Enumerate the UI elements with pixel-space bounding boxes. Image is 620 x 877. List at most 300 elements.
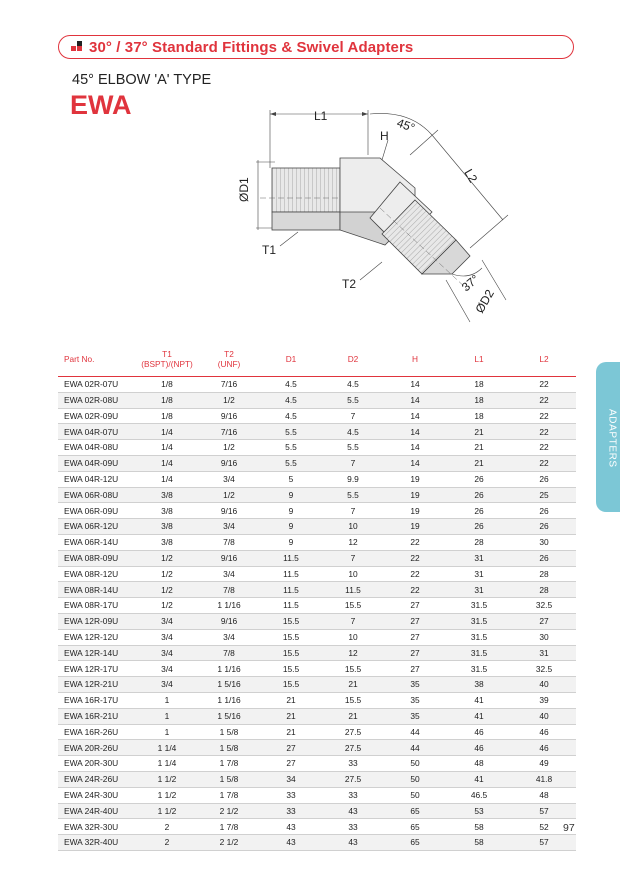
table-cell: 5.5 [260, 455, 322, 471]
table-cell: 1 7/8 [198, 787, 260, 803]
column-header [260, 344, 322, 377]
label-t2: T2 [342, 277, 357, 291]
table-row [58, 455, 576, 471]
table-cell: 1/4 [136, 471, 198, 487]
table-cell: 4.5 [322, 424, 384, 440]
table-cell: 9 [260, 519, 322, 535]
table-cell: 14 [384, 424, 446, 440]
part-number-cell: EWA 08R-12U [58, 566, 136, 582]
table-cell: 28 [512, 566, 576, 582]
table-cell: 34 [260, 771, 322, 787]
product-model: EWA [70, 90, 132, 120]
table-cell: 9.9 [322, 471, 384, 487]
table-cell: 22 [384, 582, 446, 598]
table-cell: 31 [446, 566, 512, 582]
table-cell: 7/8 [198, 534, 260, 550]
table-cell: 1 1/16 [198, 598, 260, 614]
part-number-cell: EWA 08R-17U [58, 598, 136, 614]
table-cell: 15.5 [260, 629, 322, 645]
table-cell: 48 [512, 787, 576, 803]
table-cell: 1 7/8 [198, 819, 260, 835]
table-cell: 26 [446, 471, 512, 487]
table-cell: 57 [512, 803, 576, 819]
table-cell: 27 [384, 598, 446, 614]
table-cell: 33 [260, 803, 322, 819]
table-cell: 3/4 [136, 661, 198, 677]
table-row [58, 519, 576, 535]
part-number-cell: EWA 02R-08U [58, 392, 136, 408]
table-cell: 9 [260, 534, 322, 550]
table-cell: 1 [136, 708, 198, 724]
part-number-cell: EWA 24R-26U [58, 771, 136, 787]
table-row [58, 598, 576, 614]
column-header-label: D1 [285, 354, 297, 365]
table-row [58, 582, 576, 598]
table-cell: 9/16 [198, 613, 260, 629]
column-header-unit: (UNF) [217, 359, 241, 369]
table-cell: 7 [322, 408, 384, 424]
part-number-cell: EWA 04R-09U [58, 455, 136, 471]
table-cell: 1/2 [198, 487, 260, 503]
table-cell: 18 [446, 392, 512, 408]
table-cell: 10 [322, 566, 384, 582]
table-cell: 19 [384, 471, 446, 487]
table-cell: 7/8 [198, 582, 260, 598]
part-number-cell: EWA 24R-40U [58, 803, 136, 819]
table-cell: 27 [260, 756, 322, 772]
table-cell: 4.5 [260, 377, 322, 393]
table-row [58, 392, 576, 408]
table-cell: 15.5 [322, 661, 384, 677]
part-number-cell: EWA 02R-07U [58, 377, 136, 393]
table-body [58, 377, 576, 851]
table-cell: 2 [136, 819, 198, 835]
table-cell: 7 [322, 503, 384, 519]
table-cell: 22 [384, 550, 446, 566]
column-header-label: Part No. [64, 354, 95, 365]
table-cell: 32.5 [512, 598, 576, 614]
table-cell: 15.5 [260, 613, 322, 629]
part-number-cell: EWA 20R-30U [58, 756, 136, 772]
table-cell: 11.5 [260, 550, 322, 566]
table-cell: 41 [446, 708, 512, 724]
table-cell: 21 [446, 455, 512, 471]
table-cell: 18 [446, 408, 512, 424]
table-cell: 5.5 [260, 440, 322, 456]
table-cell: 1 1/16 [198, 692, 260, 708]
table-cell: 39 [512, 692, 576, 708]
column-header [322, 344, 384, 377]
label-t1: T1 [262, 243, 277, 257]
label-h: H [380, 129, 389, 143]
table-cell: 22 [512, 377, 576, 393]
table-cell: 1/2 [198, 392, 260, 408]
table-cell: 21 [260, 708, 322, 724]
table-cell: 3/8 [136, 534, 198, 550]
table-cell: 9 [260, 487, 322, 503]
table-cell: 5.5 [322, 392, 384, 408]
table-cell: 14 [384, 377, 446, 393]
table-cell: 19 [384, 487, 446, 503]
table-cell: 65 [384, 819, 446, 835]
table-cell: 28 [512, 582, 576, 598]
table-row [58, 645, 576, 661]
table-cell: 35 [384, 692, 446, 708]
table-cell: 43 [260, 819, 322, 835]
table-cell: 12 [322, 645, 384, 661]
table-cell: 26 [512, 519, 576, 535]
table-cell: 21 [322, 677, 384, 693]
table-cell: 46 [512, 740, 576, 756]
table-row [58, 803, 576, 819]
table-cell: 1 1/4 [136, 756, 198, 772]
table-cell: 22 [512, 392, 576, 408]
table-cell: 43 [322, 803, 384, 819]
fitting-diagram [220, 100, 520, 330]
table-cell: 41.8 [512, 771, 576, 787]
table-cell: 33 [322, 787, 384, 803]
label-angle-37: 37° [458, 271, 482, 295]
table-cell: 5.5 [260, 424, 322, 440]
table-cell: 52 [512, 819, 576, 835]
part-number-cell: EWA 04R-08U [58, 440, 136, 456]
table-row [58, 677, 576, 693]
table-row [58, 819, 576, 835]
table-cell: 1 5/16 [198, 677, 260, 693]
table-cell: 31.5 [446, 661, 512, 677]
table-cell: 3/4 [136, 613, 198, 629]
table-cell: 58 [446, 835, 512, 851]
label-d1: ØD1 [237, 177, 251, 202]
table-cell: 22 [512, 424, 576, 440]
table-cell: 27 [384, 613, 446, 629]
table-cell: 21 [322, 708, 384, 724]
table-row [58, 471, 576, 487]
table-cell: 4.5 [322, 377, 384, 393]
table-cell: 7 [322, 455, 384, 471]
table-row [58, 708, 576, 724]
column-header-label: D2 [347, 354, 359, 365]
table-cell: 5.5 [322, 440, 384, 456]
label-l1: L1 [314, 109, 328, 123]
table-cell: 33 [322, 819, 384, 835]
table-cell: 3/4 [198, 629, 260, 645]
table-cell: 26 [446, 487, 512, 503]
table-cell: 1/2 [136, 582, 198, 598]
table-cell: 10 [322, 519, 384, 535]
table-cell: 50 [384, 771, 446, 787]
table-cell: 26 [446, 519, 512, 535]
part-number-cell: EWA 16R-21U [58, 708, 136, 724]
column-header-label: L1 [474, 354, 484, 365]
table-row [58, 566, 576, 582]
table-cell: 3/4 [198, 471, 260, 487]
table-cell: 3/4 [198, 566, 260, 582]
table-cell: 21 [446, 440, 512, 456]
product-subtitle: 45° ELBOW 'A' TYPE [72, 72, 212, 88]
table-cell: 1 1/2 [136, 771, 198, 787]
table-cell: 9 [260, 503, 322, 519]
table-row [58, 661, 576, 677]
table-row [58, 408, 576, 424]
table-cell: 46 [512, 724, 576, 740]
table-cell: 1 1/16 [198, 661, 260, 677]
table-cell: 5.5 [322, 487, 384, 503]
table-cell: 30 [512, 629, 576, 645]
table-cell: 27.5 [322, 740, 384, 756]
table-cell: 15.5 [322, 598, 384, 614]
table-cell: 43 [260, 835, 322, 851]
table-cell: 3/8 [136, 487, 198, 503]
part-number-cell: EWA 32R-30U [58, 819, 136, 835]
table-cell: 21 [260, 724, 322, 740]
part-number-cell: EWA 16R-17U [58, 692, 136, 708]
table-cell: 10 [322, 629, 384, 645]
section-tab-label: ADAPTERS [606, 408, 618, 468]
table-cell: 26 [446, 503, 512, 519]
part-number-cell: EWA 12R-09U [58, 613, 136, 629]
table-cell: 18 [446, 377, 512, 393]
table-cell: 15.5 [260, 677, 322, 693]
table-cell: 1 1/2 [136, 803, 198, 819]
table-cell: 46.5 [446, 787, 512, 803]
table-cell: 65 [384, 803, 446, 819]
table-cell: 7/8 [198, 645, 260, 661]
squares-icon [71, 41, 83, 53]
part-number-cell: EWA 08R-09U [58, 550, 136, 566]
table-cell: 9/16 [198, 455, 260, 471]
table-row [58, 692, 576, 708]
table-cell: 1/4 [136, 455, 198, 471]
table-cell: 31.5 [446, 629, 512, 645]
table-cell: 32.5 [512, 661, 576, 677]
table-row [58, 629, 576, 645]
section-header [58, 35, 574, 59]
table-cell: 26 [512, 503, 576, 519]
table-cell: 5 [260, 471, 322, 487]
table-row [58, 771, 576, 787]
table-cell: 43 [322, 835, 384, 851]
table-cell: 3/4 [136, 677, 198, 693]
table-cell: 1 5/16 [198, 708, 260, 724]
table-cell: 27 [384, 629, 446, 645]
table-cell: 41 [446, 771, 512, 787]
part-number-cell: EWA 08R-14U [58, 582, 136, 598]
table-cell: 4.5 [260, 392, 322, 408]
table-cell: 1/8 [136, 408, 198, 424]
table-cell: 31.5 [446, 598, 512, 614]
table-cell: 41 [446, 692, 512, 708]
part-number-cell: EWA 12R-12U [58, 629, 136, 645]
spec-table [58, 344, 576, 851]
table-row [58, 756, 576, 772]
table-cell: 44 [384, 724, 446, 740]
table-cell: 2 [136, 835, 198, 851]
table-cell: 22 [512, 440, 576, 456]
table-cell: 28 [446, 534, 512, 550]
table-row [58, 424, 576, 440]
table-cell: 1/8 [136, 377, 198, 393]
table-cell: 21 [260, 692, 322, 708]
table-cell: 1/2 [136, 550, 198, 566]
table-cell: 27.5 [322, 771, 384, 787]
table-cell: 57 [512, 835, 576, 851]
table-cell: 1 [136, 692, 198, 708]
table-cell: 31 [446, 582, 512, 598]
page-number: 97 [563, 822, 575, 834]
table-cell: 7/16 [198, 377, 260, 393]
table-cell: 7/16 [198, 424, 260, 440]
table-cell: 40 [512, 677, 576, 693]
part-number-cell: EWA 06R-09U [58, 503, 136, 519]
table-cell: 44 [384, 740, 446, 756]
table-row [58, 440, 576, 456]
table-cell: 3/4 [198, 519, 260, 535]
table-cell: 11.5 [322, 582, 384, 598]
table-cell: 48 [446, 756, 512, 772]
column-header [136, 344, 198, 377]
table-cell: 46 [446, 740, 512, 756]
table-cell: 11.5 [260, 598, 322, 614]
table-cell: 21 [446, 424, 512, 440]
column-header [384, 344, 446, 377]
table-cell: 1 7/8 [198, 756, 260, 772]
table-row [58, 503, 576, 519]
column-header-label: T1 [162, 349, 172, 360]
table-cell: 1 1/2 [136, 787, 198, 803]
table-cell: 49 [512, 756, 576, 772]
column-header-label: L2 [539, 354, 549, 365]
table-cell: 31.5 [446, 645, 512, 661]
part-number-cell: EWA 06R-08U [58, 487, 136, 503]
table-cell: 11.5 [260, 566, 322, 582]
table-cell: 14 [384, 455, 446, 471]
table-cell: 50 [384, 756, 446, 772]
table-cell: 15.5 [260, 645, 322, 661]
part-number-cell: EWA 16R-26U [58, 724, 136, 740]
table-cell: 27 [384, 645, 446, 661]
table-row [58, 787, 576, 803]
table-header-row [58, 344, 576, 377]
table-cell: 7 [322, 613, 384, 629]
table-cell: 27.5 [322, 724, 384, 740]
table-row [58, 487, 576, 503]
part-number-cell: EWA 04R-12U [58, 471, 136, 487]
table-cell: 35 [384, 677, 446, 693]
table-cell: 22 [512, 455, 576, 471]
table-row [58, 534, 576, 550]
part-number-cell: EWA 06R-14U [58, 534, 136, 550]
table-cell: 15.5 [260, 661, 322, 677]
table-cell: 27 [512, 613, 576, 629]
table-row [58, 613, 576, 629]
table-cell: 22 [512, 408, 576, 424]
table-cell: 33 [322, 756, 384, 772]
column-header [198, 344, 260, 377]
table-row [58, 377, 576, 393]
table-cell: 26 [512, 471, 576, 487]
part-number-cell: EWA 12R-21U [58, 677, 136, 693]
column-header-label: H [412, 354, 418, 365]
table-cell: 1 5/8 [198, 724, 260, 740]
table-cell: 25 [512, 487, 576, 503]
part-number-cell: EWA 02R-09U [58, 408, 136, 424]
table-cell: 31 [446, 550, 512, 566]
column-header [58, 344, 136, 377]
table-cell: 26 [512, 550, 576, 566]
table-cell: 3/4 [136, 645, 198, 661]
table-cell: 14 [384, 408, 446, 424]
table-cell: 22 [384, 566, 446, 582]
table-cell: 38 [446, 677, 512, 693]
table-cell: 53 [446, 803, 512, 819]
table-cell: 1/2 [136, 598, 198, 614]
table-cell: 7 [322, 550, 384, 566]
table-cell: 19 [384, 519, 446, 535]
part-number-cell: EWA 04R-07U [58, 424, 136, 440]
table-cell: 22 [384, 534, 446, 550]
table-row [58, 835, 576, 851]
table-cell: 1 5/8 [198, 771, 260, 787]
table-cell: 3/8 [136, 519, 198, 535]
table-cell: 14 [384, 440, 446, 456]
table-cell: 2 1/2 [198, 803, 260, 819]
table-cell: 27 [260, 740, 322, 756]
column-header-unit: (BSPT)/(NPT) [141, 359, 193, 369]
section-title: 30° / 37° Standard Fittings & Swivel Adapters [89, 38, 414, 56]
table-cell: 31 [512, 645, 576, 661]
part-number-cell: EWA 12R-14U [58, 645, 136, 661]
label-d2: ØD2 [472, 287, 497, 316]
table-cell: 1/2 [198, 440, 260, 456]
table-cell: 58 [446, 819, 512, 835]
table-cell: 33 [260, 787, 322, 803]
table-row [58, 724, 576, 740]
table-cell: 4.5 [260, 408, 322, 424]
part-number-cell: EWA 06R-12U [58, 519, 136, 535]
table-row [58, 740, 576, 756]
table-cell: 14 [384, 392, 446, 408]
column-header [446, 344, 512, 377]
table-cell: 9/16 [198, 408, 260, 424]
table-cell: 1/4 [136, 424, 198, 440]
table-cell: 3/4 [136, 629, 198, 645]
table-row [58, 550, 576, 566]
table-cell: 50 [384, 787, 446, 803]
column-header [512, 344, 576, 377]
table-cell: 9/16 [198, 503, 260, 519]
part-number-cell: EWA 32R-40U [58, 835, 136, 851]
table-cell: 1/2 [136, 566, 198, 582]
table-cell: 9/16 [198, 550, 260, 566]
table-cell: 1/4 [136, 440, 198, 456]
table-cell: 19 [384, 503, 446, 519]
part-number-cell: EWA 24R-30U [58, 787, 136, 803]
table-cell: 1/8 [136, 392, 198, 408]
table-cell: 35 [384, 708, 446, 724]
table-cell: 46 [446, 724, 512, 740]
table-cell: 1 1/4 [136, 740, 198, 756]
table-cell: 2 1/2 [198, 835, 260, 851]
table-cell: 30 [512, 534, 576, 550]
table-cell: 12 [322, 534, 384, 550]
table-cell: 1 [136, 724, 198, 740]
table-cell: 11.5 [260, 582, 322, 598]
table-cell: 40 [512, 708, 576, 724]
table-cell: 1 5/8 [198, 740, 260, 756]
label-angle-45: 45° [394, 115, 417, 136]
part-number-cell: EWA 20R-26U [58, 740, 136, 756]
